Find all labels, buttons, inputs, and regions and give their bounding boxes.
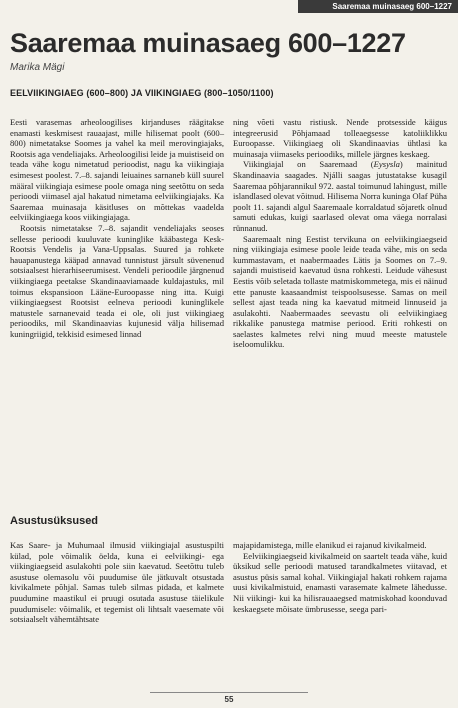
paragraph: Eelviikingiaegseid kivikalmeid on saartelt teada vähe, kuid üksikud selle perioodi matused tarandkalmetes viitavad, et asustus püsis samal kohal. Viikingiajal hakati rohkem rajama uusi kivikalmistuid, enamasti varasemate kalmete lähedusse. Nii viikingi- kui ka hilisrauaaegsed matmiskohad koonduvad keskaegsete mõisate ümbrusesse, seega pari- bbox=[233, 550, 447, 614]
running-head: Saaremaa muinasaeg 600–1227 bbox=[298, 0, 458, 13]
paragraph: Eesti varasemas arheoloogilises kirjanduses räägitakse enamasti keskmisest rauaajast, mille hilisemat poolt (600–800) nimetatakse Soomes ja vahel ka meil merovingiajaks, Rootsis aga vendeliajaks. Arheoloogilisi leide ja muistiseid on teada vähe kogu nimetatud perioodist, nagu ka viikingiaja esimesest poolest. 7.–8. sajandi leiuaines sarnaneb küll suurel määral viikingiaja esimese poole omaga ning seetõttu on seda perioodi viimasel ajal hakatud nimetama eelviikingiajaks. Ka Saaremaa muinasaja käsitluses on mõttekas vaadelda eelviikingiaega koos viikingiajaga. bbox=[10, 117, 224, 223]
page-number: 55 bbox=[224, 695, 234, 704]
paragraph: Rootsis nimetatakse 7.–8. sajandit vendeliajaks seoses sellesse perioodi kuuluvate kuninglike kääbastega Kesk-Rootsis Vendelis ja Vana-Uppsalas. Suured ja rohkete hauapanustega kääpad annavad tunnistust järsult süvenenud sotsiaalsest hierarhiseerumisest. Vendeli perioodile järgnenud viikingiaega peetakse Skandinaaviamaade kuldajastuks, mil toimus ekspansioon Lääne-Euroopasse ning itta. Kuigi viikingiaegsest Rootsist eelneva perioodi kuninglikele matustele sarnanevaid teada ei ole, oli just viikingiaeg perioodiks, mil Skandinaavias kujunesid välja hilisemad kuningriigid, tekkisid esimesed linnad bbox=[10, 222, 224, 339]
paragraph: ning võeti vastu ristiusk. Nende protsesside käigus integreerusid Põhjamaad tolleaegsesse katoliiklikku Euroopasse. Viikingiaeg oli Skandinaavias ühtlasi ka muinasaja viimaseks perioodiks, millele järgnes keskaeg. bbox=[233, 117, 447, 159]
author-name: Marika Mägi bbox=[10, 62, 65, 73]
paragraph: Saaremaalt ning Eestist tervikuna on eelviikingiaegseid ning viikingiaja esimese poole leide teada vähe, mis on seda kummastavam, et naabermaades Lätis ja Soomes on 7.–9. sajandi muistiseid kaevatud üsna rohkesti. Leidude vähesust Eestis võib seletada tollaste matmiskommetega, mis ei näinud ette panuste kaasaandmist teispoolsusesse. Samas on meil sellest ajast teada ning ka kaevatud mitmeid linnuseid ja asulakohti. Naabermaades seevastu oli eelviikingiaeg rikkalike panustega matmise periood. Eriti rohkesti on saelastes kalmetes relvi ning muud meeste matustele iseloomulikku. bbox=[233, 233, 447, 350]
paragraph: Kas Saare- ja Muhumaal ilmusid viikingiajal asustuspilti külad, pole võimalik öelda, kuna ei eelviikingi- ega viikingiaegseid asulakohti pole siin kaevatud. Seetõttu tuleb asustuse olemasolu või puudumise üle jätkuvalt otsustada kivikalmete põhjal. Samas tuleb silmas pidada, et kalmete puudumine maastikul ei pruugi osutada asustuse täielikule puudumisele: võimalik, et tegemist oli lihtsalt vaesemate või sotsiaalselt vähemtähtsate bbox=[10, 540, 224, 625]
text-span: ) mainitud Skandinaavia saagades. Njálli saagas jutustatakse kusagil Saaremaa põhjarannikul 972. aastal toimunud lahingust, mille islandlased olevat võitnud. Hilisema Norra kuninga Olaf Püha poolt 11. sajandi algul Saaremaale korraldatud sõjaretk olnud samuti edukas, kuigi saarlased olevat oma väega norralasi rünnanud. bbox=[233, 159, 447, 233]
section-heading: EELVIIKINGIAEG (600–800) JA VIIKINGIAEG (800–1050/1100) bbox=[10, 88, 274, 98]
text-column-1 bbox=[10, 117, 224, 339]
paragraph: majapidamistega, mille elanikud ei rajanud kivikalmeid. bbox=[233, 540, 427, 550]
subsection-heading: Asustusüksused bbox=[10, 515, 99, 527]
page-title: Saaremaa muinasaeg 600–1227 bbox=[10, 28, 406, 58]
paragraph bbox=[233, 159, 447, 233]
text-column-2 bbox=[233, 117, 447, 350]
footer-divider bbox=[150, 692, 308, 693]
text-span: Viikingiajal on Saaremaad ( bbox=[243, 159, 374, 170]
text-column-4 bbox=[233, 540, 447, 614]
italic-term: Eysysla bbox=[373, 159, 400, 170]
text-column-3 bbox=[10, 540, 224, 625]
